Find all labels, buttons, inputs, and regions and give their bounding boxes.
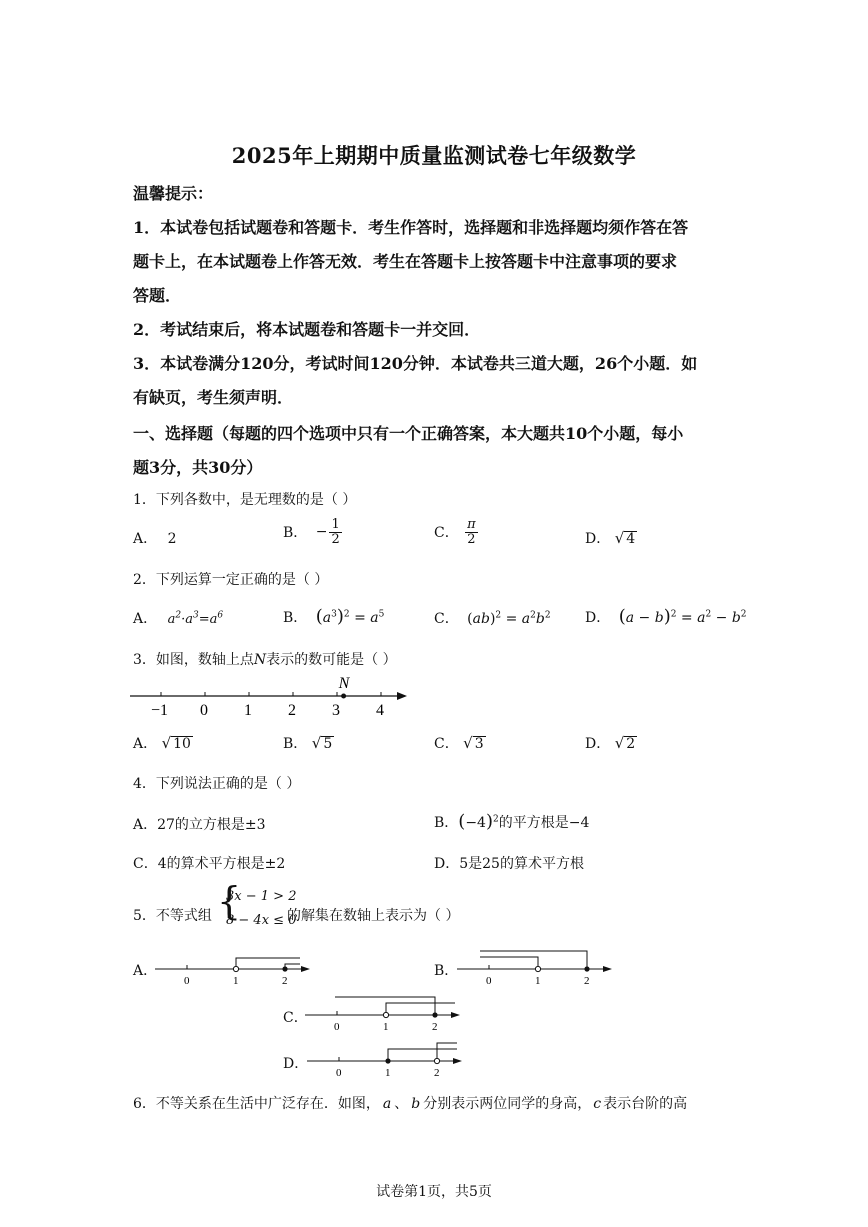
tick-label: 0: [200, 702, 208, 719]
stem-text-mid: 分别表示两位同学的身高，: [423, 1096, 592, 1112]
option-label: B．: [283, 736, 308, 752]
q3-option-b: [283, 733, 334, 753]
var-c: c: [593, 1096, 602, 1112]
q3-option-c: [434, 733, 486, 753]
hints-heading: 温馨提示：: [133, 184, 214, 203]
var-b: b: [411, 1096, 421, 1112]
tick-label: 2: [584, 975, 590, 987]
q4-option-a: A．27的立方根是±3: [133, 817, 266, 833]
q1-option-d: [585, 528, 637, 548]
sqrt-icon: √: [161, 734, 172, 752]
formula: $(ab)^2 = a^2b^2$: [467, 610, 551, 627]
q5-option-a-label: A．: [133, 963, 158, 979]
tick-label: 1: [233, 975, 239, 987]
denominator: 2: [467, 531, 476, 547]
hint-line: 2．考试结束后，将本试题卷和答题卡一并交回．: [133, 320, 481, 339]
q2-option-b: [283, 606, 384, 627]
fraction: [465, 518, 478, 546]
point-n-label: N: [338, 675, 350, 692]
tick-label: 1: [244, 702, 252, 719]
option-label: D．: [585, 531, 611, 547]
formula: $(a^3)^2 = a^5$: [315, 606, 385, 627]
q1-option-a: [133, 528, 177, 548]
denominator: 2: [331, 531, 340, 547]
number-line-q5-b: [452, 942, 622, 990]
q5-option-d-label: D．: [283, 1056, 309, 1072]
q2-option-a: [133, 608, 223, 628]
arrow-icon: [451, 1012, 460, 1018]
option-label: B．: [283, 525, 308, 542]
sqrt-icon: √: [311, 734, 322, 752]
option-value: 2: [167, 531, 177, 547]
question-2-stem: 2．下列运算一定正确的是（ ）: [133, 572, 329, 588]
formula: $(a - b)^2 = a^2 - b^2$: [618, 606, 747, 627]
tick-label: 2: [434, 1067, 440, 1079]
question-4-stem: 4．下列说法正确的是（ ）: [133, 776, 301, 792]
page-title: 2025年上期期中质量监测试卷七年级数学: [231, 143, 637, 168]
tick-label: 2: [282, 975, 288, 987]
tick-label: −1: [151, 702, 169, 719]
option-label: C．: [434, 611, 459, 627]
tick-label: 2: [288, 702, 296, 719]
tick-label: 4: [376, 702, 384, 719]
sqrt-icon: √: [614, 734, 625, 752]
radicand: 3: [474, 736, 484, 752]
q3-option-d: [585, 733, 637, 753]
q4-option-d: D．5是25的算术平方根: [434, 856, 584, 872]
q2-option-d: [585, 606, 747, 627]
sqrt-icon: √: [614, 529, 625, 547]
number-line-q5-d: [302, 1036, 472, 1081]
q5-option-c-label: C．: [283, 1010, 308, 1026]
tick-label: 0: [486, 975, 492, 987]
tick-label: 0: [184, 975, 190, 987]
numerator: 1: [331, 517, 340, 532]
option-label: D．: [585, 736, 611, 752]
inequality-2: 8 − 4x ≤ 0: [226, 913, 297, 928]
hint-line: 答题．: [133, 286, 182, 305]
section-heading: 一、选择题（每题的四个选项中只有一个正确答案，本大题共10个小题，每小: [133, 424, 684, 443]
stem-text: 3．如图，数轴上点: [133, 652, 254, 668]
tick-label: 0: [334, 1021, 340, 1033]
sqrt-icon: √: [463, 734, 473, 752]
point-n: [341, 694, 346, 699]
question-5-stem-tail: 的解集在数轴上表示为（ ）: [287, 908, 460, 924]
hint-line: 3．本试卷满分120分，考试时间120分钟．本试卷共三道大题，26个小题．如: [133, 354, 698, 373]
option-label: C．: [434, 525, 459, 542]
var-a: a: [382, 1096, 392, 1112]
q2-option-c: [434, 608, 551, 628]
question-5-stem-head: 5．不等式组: [133, 908, 212, 924]
tick-label: 2: [432, 1021, 438, 1033]
question-6-stem: [133, 1093, 687, 1113]
option-label: D．: [585, 610, 611, 626]
radicand: 10: [173, 736, 191, 752]
minus-sign: −: [315, 524, 328, 541]
q1-option-b: [283, 518, 342, 546]
option-label: A．: [133, 611, 158, 627]
option-label: B．: [283, 610, 308, 626]
hint-line: 1．本试卷包括试题卷和答题卡．考生作答时，选择题和非选择题均须作答在答: [133, 218, 689, 237]
option-label: C．: [434, 736, 459, 752]
stem-variable: N: [253, 652, 267, 668]
arrow-icon: [453, 1058, 462, 1064]
number-line-q5-a: [150, 948, 320, 990]
stem-text-tail: 表示的数可能是（ ）: [266, 652, 397, 668]
question-3-stem: [133, 649, 397, 669]
number-line-q3: [125, 672, 420, 722]
option-label: A．: [133, 736, 158, 752]
tick-label: 1: [385, 1067, 391, 1079]
section-heading-cont: 题3分，共30分）: [133, 458, 263, 477]
arrow-icon: [397, 692, 407, 700]
stem-text-tail: 表示台阶的高: [603, 1096, 688, 1112]
numerator: π: [467, 517, 476, 532]
radicand: 5: [323, 736, 333, 752]
q4-option-c: C．4的算术平方根是±2: [133, 856, 286, 872]
fraction: [329, 518, 341, 546]
hint-line: 题卡上，在本试题卷上作答无效．考生在答题卡上按答题卡中注意事项的要求: [133, 252, 678, 271]
inequality-1: 3x − 1 > 2: [226, 889, 297, 904]
brace-icon: {: [217, 879, 242, 923]
page-footer: 试卷第1页，共5页: [376, 1184, 492, 1200]
arrow-icon: [301, 966, 310, 972]
separator: 、: [394, 1096, 409, 1112]
tick-label: 3: [332, 702, 340, 719]
hint-line: 有缺页，考生须声明．: [133, 388, 294, 407]
tick-label: 0: [336, 1067, 342, 1079]
radicand: 4: [626, 531, 636, 547]
tick-label: 1: [535, 975, 541, 987]
q1-option-c: [434, 518, 478, 546]
option-label: A．: [133, 531, 158, 547]
tick-label: 1: [383, 1021, 389, 1033]
q4-option-b: B．$(-4)^2$的平方根是−4: [434, 811, 590, 832]
question-1-stem: 1．下列各数中，是无理数的是（ ）: [133, 492, 357, 508]
option-label: B．: [434, 815, 459, 831]
q3-option-a: [133, 733, 193, 753]
q5-option-b-label: B．: [434, 963, 459, 979]
radicand: 2: [626, 736, 636, 752]
number-line-q5-c: [300, 990, 470, 1035]
arrow-icon: [603, 966, 612, 972]
formula: $a^2\cdot a^3=a^6$: [167, 610, 224, 627]
stem-text: 6．不等关系在生活中广泛存在．如图，: [133, 1096, 380, 1112]
option-text: 的平方根是−4: [498, 815, 590, 831]
